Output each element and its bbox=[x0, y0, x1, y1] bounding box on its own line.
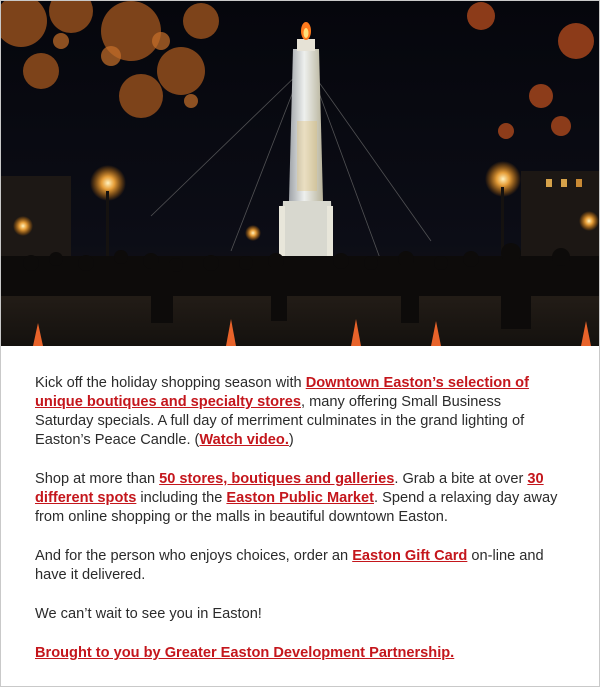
hero-image bbox=[1, 1, 599, 346]
shopping-paragraph: Shop at more than 50 stores, boutiques and galleries. Grab a bite at over 30 different spots including the Easton Public Market. Spend a relaxing day away from online shopping or the malls in beautiful downtown Easton. bbox=[35, 471, 558, 525]
downtown-stores-link[interactable]: Downtown Easton’s selection of unique boutiques and specialty stores bbox=[35, 375, 529, 410]
message-content bbox=[1, 346, 599, 663]
watch-video-link[interactable]: Watch video. bbox=[199, 432, 289, 448]
intro-paragraph: Kick off the holiday shopping season with Downtown Easton’s selection of unique boutiques and specialty stores, many offering Small Business Saturday specials. A full day of merriment culminates in the grand lighting of Easton’s Peace Candle. (Watch video.) bbox=[35, 375, 529, 448]
dining-spots-link[interactable]: 30 different spots bbox=[35, 471, 544, 506]
sponsor-link[interactable]: Brought to you by Greater Easton Development Partnership. bbox=[35, 645, 455, 661]
public-market-link[interactable]: Easton Public Market bbox=[226, 490, 375, 506]
stores-boutiques-link[interactable]: 50 stores, boutiques and galleries bbox=[159, 471, 395, 487]
sponsor-paragraph bbox=[35, 644, 559, 663]
gift-card-paragraph: And for the person who enjoys choices, order an Easton Gift Card on-line and have it delivered. bbox=[35, 548, 544, 583]
gift-card-link[interactable]: Easton Gift Card bbox=[352, 548, 468, 564]
closing-paragraph: We can’t wait to see you in Easton! bbox=[35, 606, 262, 622]
